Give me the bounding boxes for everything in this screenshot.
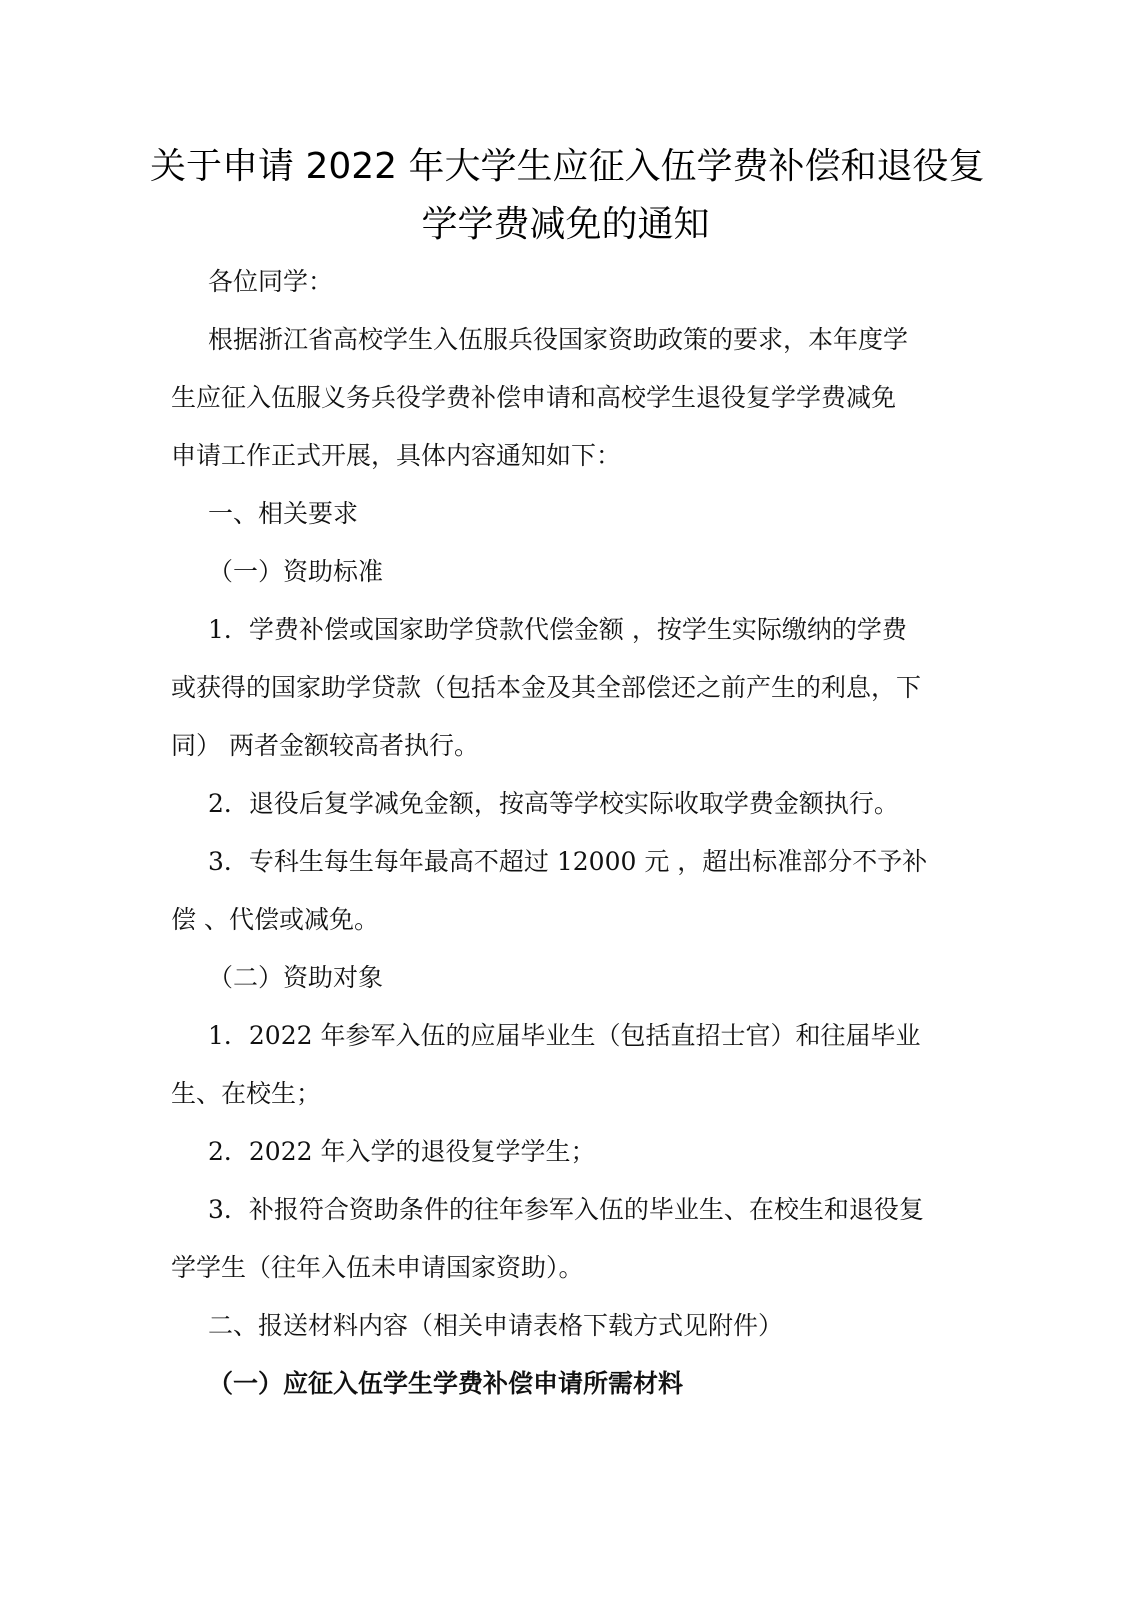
standard-item-2: 2．退役后复学减免金额，按高等学校实际收取学费金额执行。 [208, 789, 899, 818]
target-item-2: 2．2022 年入学的退役复学学生； [208, 1137, 596, 1166]
subsection-2-1-heading: （一）应征入伍学生学费补偿申请所需材料 [208, 1369, 684, 1398]
section-1-heading: 一、相关要求 [208, 499, 359, 528]
intro-line-1: 根据浙江省高校学生入伍服兵役国家资助政策的要求，本年度学 [208, 325, 909, 354]
standard-item-3-line-1: 3．专科生每生每年最高不超过 12000 元 ，超出标准部分不予补 [208, 847, 928, 876]
salutation: 各位同学： [208, 267, 334, 296]
subsection-1-1-heading: （一）资助标准 [208, 557, 384, 586]
target-item-1-line-1: 1．2022 年参军入伍的应届毕业生（包括直招士官）和往届毕业 [208, 1021, 921, 1050]
standard-item-1-line-2: 或获得的国家助学贷款（包括本金及其全部偿还之前产生的利息，下 [171, 673, 922, 702]
document-title-line-2: 学学费减免的通知 [421, 204, 710, 245]
subsection-1-2-heading: （二）资助对象 [208, 963, 384, 992]
target-item-1-line-2: 生、在校生； [171, 1079, 322, 1108]
standard-item-1-line-3: 同） 两者金额较高者执行。 [171, 731, 479, 760]
intro-line-3: 申请工作正式开展，具体内容通知如下： [171, 441, 622, 470]
target-item-3-line-1: 3．补报符合资助条件的往年参军入伍的毕业生、在校生和退役复 [208, 1195, 924, 1224]
section-2-heading: 二、报送材料内容（相关申请表格下载方式见附件） [208, 1311, 784, 1340]
target-item-3-line-2: 学学生（往年入伍未申请国家资助）。 [171, 1253, 584, 1282]
document-title-line-1: 关于申请 2022 年大学生应征入伍学费补偿和退役复 [150, 146, 985, 187]
standard-item-3-line-2: 偿 、代偿或减免。 [171, 905, 379, 934]
intro-line-2: 生应征入伍服义务兵役学费补偿申请和高校学生退役复学学费减免 [171, 383, 897, 412]
standard-item-1-line-1: 1．学费补偿或国家助学贷款代偿金额 ，按学生实际缴纳的学费 [208, 615, 907, 644]
